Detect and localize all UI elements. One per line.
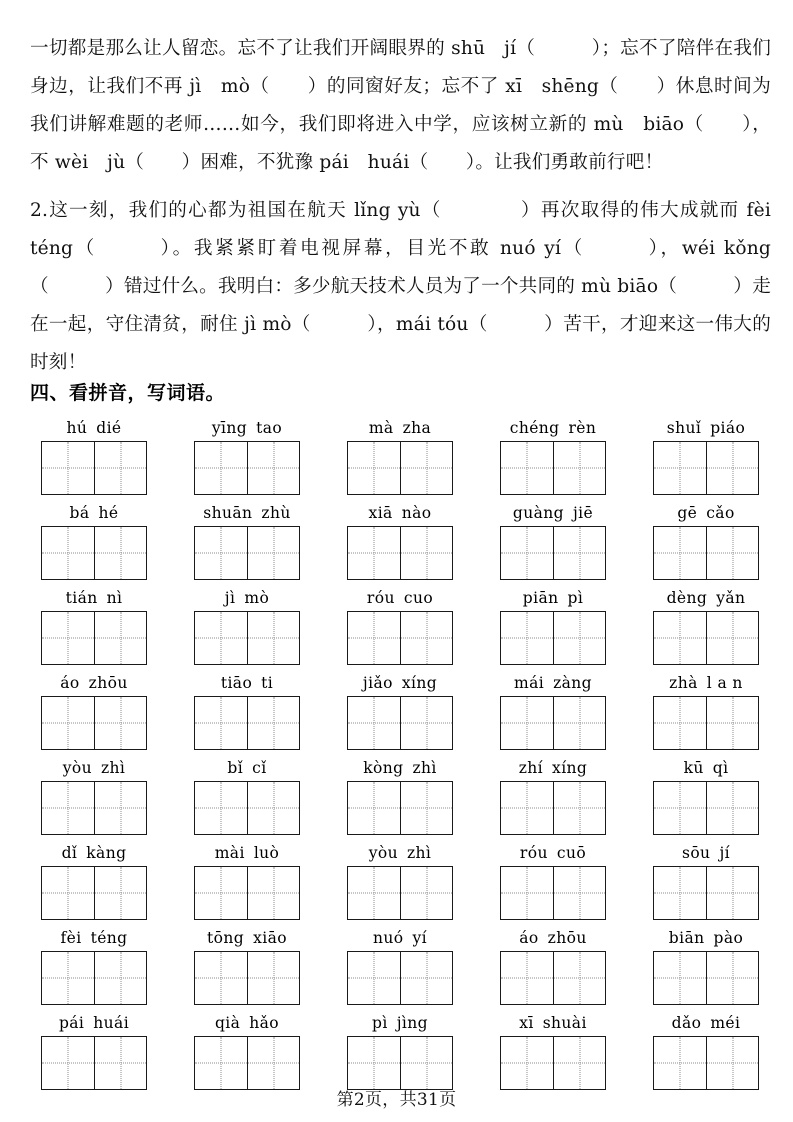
- tianzige-square[interactable]: [400, 1037, 452, 1089]
- pinyin-word-cell[interactable]: [183, 588, 311, 665]
- tianzige-square[interactable]: [706, 867, 758, 919]
- tianzige-square[interactable]: [400, 782, 452, 834]
- pinyin-syllable-1: jì: [224, 589, 236, 607]
- pinyin-label: [369, 418, 431, 438]
- tianzige-box-pair[interactable]: [653, 696, 759, 750]
- tianzige-box-pair[interactable]: [653, 526, 759, 580]
- tianzige-box-pair[interactable]: [41, 951, 147, 1005]
- pinyin-label: [60, 673, 127, 693]
- tianzige-square[interactable]: [706, 952, 758, 1004]
- pinyin-syllable-1: yòu: [62, 759, 92, 777]
- pinyin-syllable-2: xíng: [401, 674, 438, 692]
- pinyin-syllable-1: piān: [522, 589, 559, 607]
- tianzige-square[interactable]: [400, 612, 452, 664]
- pinyin-word-cell[interactable]: [30, 418, 158, 495]
- pinyin-word-cell[interactable]: [489, 1013, 617, 1090]
- pinyin-syllable-2: huái: [93, 1014, 130, 1032]
- pinyin-grid-row: [30, 665, 770, 750]
- tianzige-box-pair[interactable]: [194, 696, 300, 750]
- tianzige-square[interactable]: [247, 867, 299, 919]
- pinyin-grid-row: [30, 920, 770, 1005]
- tianzige-box-pair[interactable]: [41, 526, 147, 580]
- pinyin-label: [667, 418, 746, 438]
- pinyin-label: [59, 1013, 129, 1033]
- tianzige-square[interactable]: [501, 867, 553, 919]
- pinyin-label: [514, 673, 592, 693]
- tianzige-box-pair[interactable]: [194, 1036, 300, 1090]
- tianzige-square[interactable]: [42, 527, 94, 579]
- tianzige-square[interactable]: [348, 1037, 400, 1089]
- pinyin-word-cell[interactable]: [336, 418, 464, 495]
- tianzige-square[interactable]: [501, 952, 553, 1004]
- pinyin-syllable-2: hǎo: [249, 1014, 280, 1032]
- tianzige-square[interactable]: [94, 527, 146, 579]
- tianzige-square[interactable]: [706, 442, 758, 494]
- tianzige-square[interactable]: [94, 867, 146, 919]
- pinyin-syllable-1: shuǐ: [666, 419, 702, 437]
- pinyin-label: [677, 503, 734, 523]
- tianzige-box-pair[interactable]: [653, 951, 759, 1005]
- pinyin-word-cell[interactable]: [336, 758, 464, 835]
- pinyin-syllable-1: róu: [366, 589, 395, 607]
- pinyin-syllable-2: méi: [710, 1014, 741, 1032]
- pinyin-syllable-2: zhōu: [88, 674, 128, 692]
- pinyin-word-cell[interactable]: [30, 843, 158, 920]
- pinyin-syllable-2: xiāo: [253, 929, 287, 947]
- pinyin-word-cell[interactable]: [336, 503, 464, 580]
- tianzige-box-pair[interactable]: [41, 696, 147, 750]
- fill-in-the-blank-section: [30, 30, 771, 382]
- tianzige-square[interactable]: [501, 1037, 553, 1089]
- pinyin-label: [667, 588, 746, 608]
- pinyin-label: [523, 588, 583, 608]
- pinyin-syllable-2: kàng: [86, 844, 127, 862]
- tianzige-square[interactable]: [654, 697, 706, 749]
- pinyin-word-cell[interactable]: [642, 928, 770, 1005]
- pinyin-word-cell[interactable]: [489, 503, 617, 580]
- tianzige-box-pair[interactable]: [347, 951, 453, 1005]
- pinyin-word-cell[interactable]: [30, 928, 158, 1005]
- pinyin-grid-row: [30, 835, 770, 920]
- pinyin-syllable-1: nuó: [372, 929, 404, 947]
- pinyin-grid-row: [30, 750, 770, 835]
- tianzige-square[interactable]: [42, 952, 94, 1004]
- tianzige-box-pair[interactable]: [500, 611, 606, 665]
- tianzige-square[interactable]: [195, 697, 247, 749]
- pinyin-syllable-2: mò: [244, 589, 270, 607]
- tianzige-square[interactable]: [654, 1037, 706, 1089]
- pinyin-label: [682, 843, 730, 863]
- tianzige-box-pair[interactable]: [347, 611, 453, 665]
- tianzige-square[interactable]: [42, 782, 94, 834]
- pinyin-word-cell[interactable]: [336, 1013, 464, 1090]
- tianzige-box-pair[interactable]: [347, 866, 453, 920]
- pinyin-label: [373, 928, 427, 948]
- pinyin-syllable-1: pái: [58, 1014, 85, 1032]
- pinyin-label: [363, 758, 437, 778]
- pinyin-word-cell[interactable]: [336, 843, 464, 920]
- pinyin-word-cell[interactable]: [30, 1013, 158, 1090]
- tianzige-square[interactable]: [247, 612, 299, 664]
- pinyin-syllable-1: shuān: [203, 504, 253, 522]
- tianzige-square[interactable]: [501, 697, 553, 749]
- pinyin-label: [66, 588, 123, 608]
- tianzige-box-pair[interactable]: [653, 1036, 759, 1090]
- pinyin-syllable-2: pì: [567, 589, 584, 607]
- tianzige-box-pair[interactable]: [500, 951, 606, 1005]
- pinyin-label: [212, 418, 282, 438]
- tianzige-box-pair[interactable]: [347, 696, 453, 750]
- pinyin-syllable-2: téng: [90, 929, 128, 947]
- pinyin-syllable-1: dèng: [666, 589, 708, 607]
- tianzige-square[interactable]: [42, 442, 94, 494]
- tianzige-square[interactable]: [247, 697, 299, 749]
- tianzige-square[interactable]: [706, 612, 758, 664]
- pinyin-syllable-2: zhù: [261, 504, 291, 522]
- pinyin-syllable-1: yòu: [368, 844, 398, 862]
- pinyin-syllable-1: xī: [519, 1014, 534, 1032]
- pinyin-label: [62, 843, 127, 863]
- pinyin-syllable-2: zha: [402, 419, 432, 437]
- pinyin-syllable-1: fèi: [60, 929, 82, 947]
- pinyin-syllable-2: jiē: [572, 504, 594, 522]
- pinyin-syllable-1: mà: [368, 419, 394, 437]
- pinyin-syllable-1: áo: [519, 929, 539, 947]
- pinyin-syllable-1: kòng: [363, 759, 404, 777]
- pinyin-word-cell[interactable]: [642, 673, 770, 750]
- tianzige-square[interactable]: [400, 527, 452, 579]
- tianzige-box-pair[interactable]: [653, 611, 759, 665]
- tianzige-square[interactable]: [42, 612, 94, 664]
- tianzige-box-pair[interactable]: [41, 611, 147, 665]
- tianzige-square[interactable]: [247, 782, 299, 834]
- pinyin-grid-row: [30, 1005, 770, 1090]
- pinyin-syllable-1: bǐ: [227, 759, 244, 777]
- tianzige-square[interactable]: [348, 442, 400, 494]
- pinyin-label: [227, 758, 266, 778]
- tianzige-square[interactable]: [501, 527, 553, 579]
- pinyin-label: [363, 673, 437, 693]
- pinyin-syllable-2: tao: [256, 419, 283, 437]
- tianzige-square[interactable]: [247, 442, 299, 494]
- pinyin-writing-grid: [30, 410, 770, 1090]
- pinyin-word-cell[interactable]: [336, 588, 464, 665]
- pinyin-word-cell[interactable]: [30, 758, 158, 835]
- tianzige-box-pair[interactable]: [41, 441, 147, 495]
- pinyin-label: [519, 1013, 587, 1033]
- pinyin-syllable-1: kū: [683, 759, 704, 777]
- pinyin-word-cell[interactable]: [30, 588, 158, 665]
- tianzige-square[interactable]: [247, 952, 299, 1004]
- tianzige-square[interactable]: [348, 782, 400, 834]
- pinyin-syllable-1: dǐ: [61, 844, 78, 862]
- tianzige-box-pair[interactable]: [347, 441, 453, 495]
- tianzige-square[interactable]: [195, 612, 247, 664]
- tianzige-square[interactable]: [706, 782, 758, 834]
- pinyin-label: [367, 588, 433, 608]
- pinyin-syllable-2: luò: [253, 844, 280, 862]
- pinyin-syllable-1: jiǎo: [362, 674, 393, 692]
- pinyin-word-cell[interactable]: [642, 503, 770, 580]
- tianzige-square[interactable]: [348, 697, 400, 749]
- pinyin-label: [369, 503, 432, 523]
- pinyin-syllable-1: qià: [214, 1014, 241, 1032]
- pinyin-syllable-2: pào: [713, 929, 744, 947]
- pinyin-label: [203, 503, 291, 523]
- tianzige-square[interactable]: [553, 442, 605, 494]
- tianzige-box-pair[interactable]: [500, 866, 606, 920]
- tianzige-box-pair[interactable]: [194, 781, 300, 835]
- pinyin-syllable-2: nì: [106, 589, 123, 607]
- pinyin-syllable-1: biān: [668, 929, 705, 947]
- tianzige-square[interactable]: [553, 612, 605, 664]
- tianzige-square[interactable]: [348, 952, 400, 1004]
- tianzige-square[interactable]: [94, 612, 146, 664]
- pinyin-syllable-2: zhì: [100, 759, 126, 777]
- tianzige-square[interactable]: [501, 612, 553, 664]
- tianzige-square[interactable]: [654, 612, 706, 664]
- pinyin-word-cell[interactable]: [183, 758, 311, 835]
- pinyin-label: [372, 1013, 428, 1033]
- pinyin-grid-row: [30, 410, 770, 495]
- tianzige-box-pair[interactable]: [653, 781, 759, 835]
- pinyin-word-cell[interactable]: [183, 843, 311, 920]
- pinyin-label: [225, 588, 269, 608]
- pinyin-word-cell[interactable]: [489, 758, 617, 835]
- pinyin-word-cell[interactable]: [489, 673, 617, 750]
- tianzige-box-pair[interactable]: [653, 441, 759, 495]
- pinyin-syllable-1: áo: [60, 674, 80, 692]
- tianzige-square[interactable]: [706, 1037, 758, 1089]
- tianzige-square[interactable]: [553, 782, 605, 834]
- tianzige-box-pair[interactable]: [41, 866, 147, 920]
- pinyin-label: [66, 418, 121, 438]
- pinyin-word-cell[interactable]: [642, 418, 770, 495]
- tianzige-box-pair[interactable]: [500, 696, 606, 750]
- pinyin-word-cell[interactable]: [642, 843, 770, 920]
- tianzige-square[interactable]: [42, 867, 94, 919]
- pinyin-label: [61, 928, 128, 948]
- pinyin-syllable-2: cuō: [556, 844, 587, 862]
- paragraph-2: 2.这一刻，我们的心都为祖国在航天 lǐng yù（ ）再次取得的伟大成就而 fèi téng（ ）。我紧紧盯着电视屏幕，目光不敢 nuó yí（ ），wéi kǒng（ ）错过什么。我明白：多少航天技术人员为了一个共同的 mù biāo（ ）走在一起，守住清贫，耐住 jì mò（ ），mái tóu（ ）苦干，才迎来这一伟大的时刻！: [30, 200, 771, 373]
- tianzige-square[interactable]: [553, 952, 605, 1004]
- tianzige-square[interactable]: [553, 867, 605, 919]
- tianzige-square[interactable]: [553, 1037, 605, 1089]
- pinyin-syllable-2: shuài: [542, 1014, 587, 1032]
- tianzige-square[interactable]: [94, 782, 146, 834]
- pinyin-syllable-1: mài: [214, 844, 245, 862]
- tianzige-square[interactable]: [501, 442, 553, 494]
- pinyin-syllable-2: yǎn: [716, 589, 746, 607]
- tianzige-square[interactable]: [501, 782, 553, 834]
- tianzige-box-pair[interactable]: [41, 781, 147, 835]
- tianzige-box-pair[interactable]: [500, 441, 606, 495]
- tianzige-square[interactable]: [553, 697, 605, 749]
- pinyin-word-cell[interactable]: [642, 588, 770, 665]
- pinyin-word-cell[interactable]: [183, 673, 311, 750]
- pinyin-syllable-1: tián: [65, 589, 98, 607]
- pinyin-syllable-2: l a n: [706, 674, 743, 692]
- pinyin-word-cell[interactable]: [30, 503, 158, 580]
- pinyin-label: [215, 1013, 279, 1033]
- tianzige-square[interactable]: [400, 697, 452, 749]
- pinyin-syllable-2: zhì: [406, 844, 432, 862]
- pinyin-syllable-1: tiāo: [220, 674, 253, 692]
- pinyin-syllable-2: jí: [719, 844, 731, 862]
- pinyin-syllable-1: gē: [677, 504, 698, 522]
- tianzige-square[interactable]: [94, 442, 146, 494]
- pinyin-label: [520, 843, 586, 863]
- pinyin-label: [669, 673, 743, 693]
- tianzige-square[interactable]: [195, 442, 247, 494]
- tianzige-square[interactable]: [400, 952, 452, 1004]
- pinyin-syllable-1: sōu: [681, 844, 711, 862]
- pinyin-word-cell[interactable]: [642, 1013, 770, 1090]
- pinyin-syllable-2: ti: [261, 674, 274, 692]
- pinyin-syllable-2: rèn: [568, 419, 597, 437]
- tianzige-box-pair[interactable]: [194, 526, 300, 580]
- pinyin-label: [513, 503, 593, 523]
- tianzige-square[interactable]: [553, 527, 605, 579]
- pinyin-label: [684, 758, 729, 778]
- pinyin-syllable-1: hú: [66, 419, 88, 437]
- tianzige-square[interactable]: [42, 697, 94, 749]
- pinyin-label: [519, 928, 586, 948]
- page-footer: 第2页，共31页: [336, 1090, 457, 1110]
- tianzige-box-pair[interactable]: [500, 1036, 606, 1090]
- pinyin-syllable-2: xíng: [552, 759, 588, 777]
- tianzige-square[interactable]: [94, 1037, 146, 1089]
- tianzige-box-pair[interactable]: [194, 441, 300, 495]
- pinyin-label: [70, 503, 119, 523]
- paragraph-1: 一切都是那么让人留恋。忘不了让我们开阔眼界的 shū jí（ ）；忘不了陪伴在我们身边，让我们不再 jì mò（ ）的同窗好友；忘不了 xī shēng（ ）休息时间为我们讲解难题的老师……如今，我们即将进入中学，应该树立新的 mù biāo（ ），不 wèi jù（ ）困难，不犹豫 pái huái（ ）。让我们勇敢前行吧！: [30, 38, 771, 173]
- tianzige-box-pair[interactable]: [347, 1036, 453, 1090]
- pinyin-word-cell[interactable]: [336, 928, 464, 1005]
- pinyin-syllable-2: cuo: [403, 589, 434, 607]
- pinyin-word-cell[interactable]: [336, 673, 464, 750]
- pinyin-label: [672, 1013, 741, 1033]
- tianzige-square[interactable]: [42, 1037, 94, 1089]
- pinyin-label: [519, 758, 588, 778]
- tianzige-square[interactable]: [654, 782, 706, 834]
- pinyin-syllable-1: róu: [519, 844, 548, 862]
- pinyin-syllable-2: zhì: [412, 759, 437, 777]
- tianzige-square[interactable]: [195, 1037, 247, 1089]
- tianzige-box-pair[interactable]: [194, 611, 300, 665]
- pinyin-syllable-1: guàng: [512, 504, 564, 522]
- pinyin-syllable-2: zhōu: [547, 929, 587, 947]
- pinyin-word-cell[interactable]: [30, 673, 158, 750]
- tianzige-square[interactable]: [400, 867, 452, 919]
- tianzige-square[interactable]: [195, 867, 247, 919]
- tianzige-square[interactable]: [706, 697, 758, 749]
- pinyin-label: [669, 928, 743, 948]
- pinyin-syllable-2: qì: [712, 759, 729, 777]
- tianzige-square[interactable]: [247, 527, 299, 579]
- pinyin-label: [207, 928, 287, 948]
- tianzige-square[interactable]: [706, 527, 758, 579]
- tianzige-box-pair[interactable]: [500, 781, 606, 835]
- pinyin-syllable-2: jìng: [396, 1014, 428, 1032]
- pinyin-word-cell[interactable]: [183, 1013, 311, 1090]
- pinyin-label: [215, 843, 280, 863]
- pinyin-word-cell[interactable]: [489, 418, 617, 495]
- tianzige-square[interactable]: [654, 952, 706, 1004]
- pinyin-word-cell[interactable]: [489, 928, 617, 1005]
- tianzige-square[interactable]: [94, 697, 146, 749]
- tianzige-box-pair[interactable]: [41, 1036, 147, 1090]
- tianzige-square[interactable]: [654, 867, 706, 919]
- tianzige-square[interactable]: [400, 442, 452, 494]
- pinyin-syllable-2: cǐ: [252, 759, 267, 777]
- tianzige-square[interactable]: [654, 442, 706, 494]
- pinyin-word-cell[interactable]: [183, 418, 311, 495]
- pinyin-syllable-1: zhí: [518, 759, 544, 777]
- tianzige-box-pair[interactable]: [194, 951, 300, 1005]
- tianzige-square[interactable]: [348, 612, 400, 664]
- pinyin-word-cell[interactable]: [183, 928, 311, 1005]
- tianzige-square[interactable]: [195, 782, 247, 834]
- pinyin-grid-row: [30, 495, 770, 580]
- pinyin-grid-row: [30, 580, 770, 665]
- pinyin-word-cell[interactable]: [489, 843, 617, 920]
- pinyin-label: [63, 758, 126, 778]
- tianzige-square[interactable]: [195, 952, 247, 1004]
- pinyin-syllable-2: cǎo: [706, 504, 735, 522]
- tianzige-square[interactable]: [348, 527, 400, 579]
- pinyin-syllable-1: pì: [372, 1014, 388, 1032]
- pinyin-syllable-2: dié: [96, 419, 122, 437]
- pinyin-syllable-1: yīng: [211, 419, 248, 437]
- section-heading-pinyin-writing: 四、看拼音，写词语。: [30, 382, 226, 404]
- tianzige-square[interactable]: [348, 867, 400, 919]
- tianzige-square[interactable]: [94, 952, 146, 1004]
- pinyin-label: [510, 418, 597, 438]
- pinyin-label: [369, 843, 432, 863]
- tianzige-box-pair[interactable]: [653, 866, 759, 920]
- pinyin-label: [221, 673, 273, 693]
- pinyin-syllable-2: hé: [98, 504, 119, 522]
- pinyin-syllable-1: bá: [69, 504, 90, 522]
- pinyin-syllable-1: xiā: [368, 504, 393, 522]
- tianzige-square[interactable]: [195, 527, 247, 579]
- pinyin-word-cell[interactable]: [489, 588, 617, 665]
- pinyin-word-cell[interactable]: [183, 503, 311, 580]
- pinyin-syllable-1: dǎo: [671, 1014, 702, 1032]
- pinyin-syllable-2: yí: [412, 929, 427, 947]
- tianzige-box-pair[interactable]: [500, 526, 606, 580]
- pinyin-syllable-2: zàng: [553, 674, 593, 692]
- pinyin-word-cell[interactable]: [642, 758, 770, 835]
- pinyin-syllable-1: tōng: [207, 929, 245, 947]
- tianzige-square[interactable]: [247, 1037, 299, 1089]
- pinyin-syllable-1: zhà: [669, 674, 698, 692]
- pinyin-syllable-2: piáo: [710, 419, 746, 437]
- tianzige-square[interactable]: [654, 527, 706, 579]
- pinyin-syllable-1: mái: [513, 674, 545, 692]
- tianzige-box-pair[interactable]: [194, 866, 300, 920]
- pinyin-syllable-1: chéng: [509, 419, 560, 437]
- tianzige-box-pair[interactable]: [347, 781, 453, 835]
- pinyin-syllable-2: nào: [401, 504, 432, 522]
- tianzige-box-pair[interactable]: [347, 526, 453, 580]
